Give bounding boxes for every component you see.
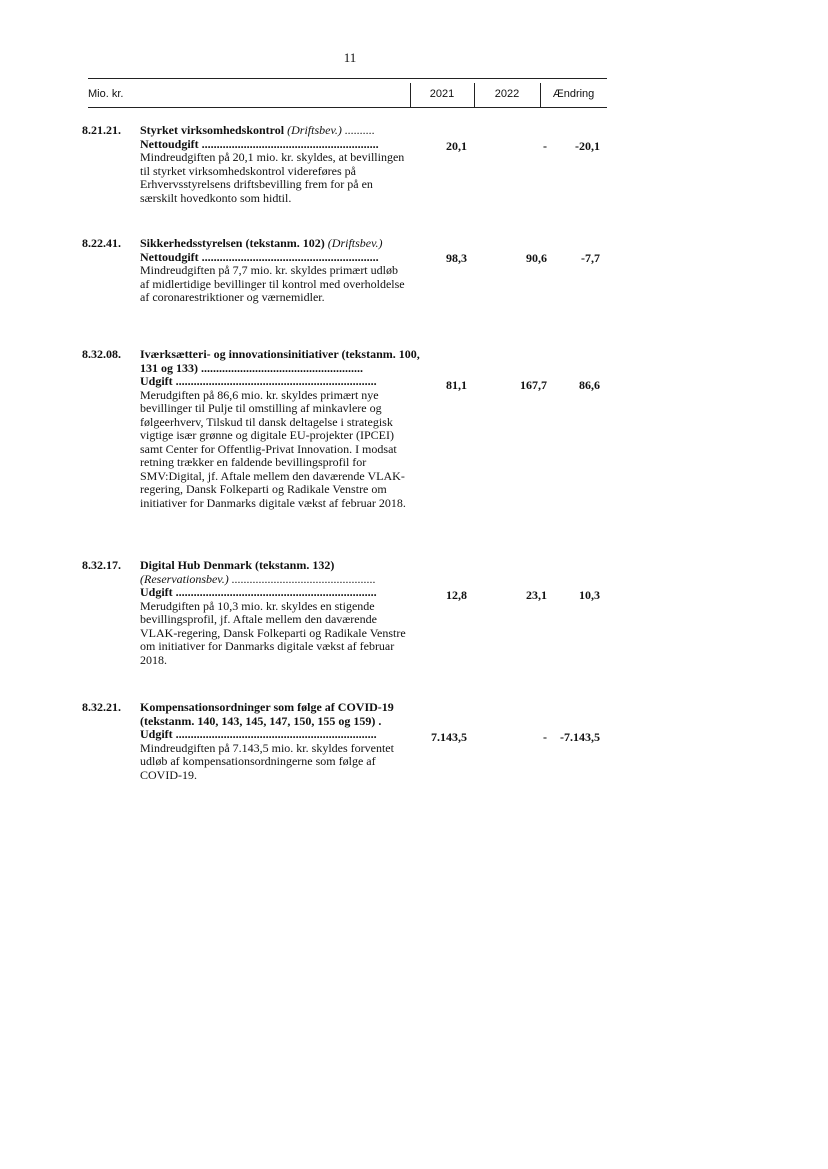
entry-title-italic: (Reservationsbev.) ................................................ [140, 571, 376, 586]
unit-label: Mio. kr. [88, 88, 124, 100]
value-change: 86,6 [579, 378, 600, 392]
value-2021: 12,8 [446, 588, 467, 602]
entry-text: Mindreudgiften på 20,1 mio. kr. skyldes, at bevillingen til styrket virksomhedskontrol videreføres på Erhvervsstyrelsens driftsbevilling frem for på en særskilt hovedkonto som hidtil. [140, 150, 405, 205]
entry-code: 8.32.08. [82, 347, 121, 361]
value-2021: 7.143,5 [431, 730, 467, 744]
column-2022: 2022 [494, 88, 520, 100]
entry-kind: Nettoudgift ........................................................... [140, 249, 379, 264]
entry-code: 8.21.21. [82, 123, 121, 137]
value-2022: - [543, 139, 547, 153]
value-change: -7,7 [581, 251, 600, 265]
value-2021: 98,3 [446, 251, 467, 265]
page-number: 11 [343, 50, 357, 65]
entry-kind: Udgift ................................................................... [140, 374, 377, 388]
entry-title: Digital Hub Denmark (tekstanm. 132) [140, 558, 335, 572]
entry-kind: Nettoudgift ........................................................... [140, 136, 379, 151]
table-header [88, 78, 607, 108]
entry-title: Sikkerhedsstyrelsen (tekstanm. 102) (Driftsbev.) [140, 236, 383, 250]
value-2022: 90,6 [526, 251, 547, 265]
value-2021: 81,1 [446, 378, 467, 392]
value-2022: 23,1 [526, 588, 547, 602]
entry-title: Iværksætteri- og innovationsinitiativer (tekstanm. 100, 131 og 133) ...................................................... [140, 347, 420, 375]
entry-text: Merudgiften på 10,3 mio. kr. skyldes en stigende bevillingsprofil, jf. Aftale mellem den daværende VLAK-regering, Dansk Folkeparti og Radikale Venstre om initiativer for Danmarks digitale vækst af februar 2018. [140, 598, 406, 667]
value-change: 10,3 [579, 588, 600, 602]
entry-text: Mindreudgiften på 7.143,5 mio. kr. skyldes forventet udløb af kompensationsordningerne som følge af COVID-19. [140, 740, 394, 782]
entry-code: 8.32.17. [82, 558, 121, 572]
value-2022: 167,7 [520, 378, 547, 392]
entry-code: 8.32.21. [82, 700, 121, 714]
value-change: -7.143,5 [560, 730, 600, 744]
entry-code: 8.22.41. [82, 236, 121, 250]
column-2021: 2021 [429, 88, 455, 100]
value-2022: - [543, 730, 547, 744]
entry-text: Merudgiften på 86,6 mio. kr. skyldes primært nye bevillinger til Pulje til omstilling af minkavlere og følgeerhverv, Tilskud til dansk deltagelse i strategisk vigtige især grønne og digitale EU-projekter (IPCEI) samt Center for Offentlig-Privat Innovation. I modsat retning trækker en faldende bevillingsprofil for SMV:Digital, jf. Aftale mellem den daværende VLAK-regering, Dansk Folkeparti og Radikale Venstre om initiativer for Danmarks digitale vækst af februar 2018. [140, 387, 406, 510]
value-change: -20,1 [575, 139, 600, 153]
entry-title: Styrket virksomhedskontrol (Driftsbev.) .......... [140, 123, 375, 137]
entry-text: Mindreudgiften på 7,7 mio. kr. skyldes primært udløb af midlertidige bevillinger til kontrol med overholdelse af coronarestriktioner og værnemidler. [140, 263, 405, 304]
entry-kind: Udgift ................................................................... [140, 727, 377, 741]
value-2021: 20,1 [446, 139, 467, 153]
entry-kind: Udgift ................................................................... [140, 585, 377, 599]
column-change: Ændring [552, 88, 595, 100]
entry-title: Kompensationsordninger som følge af COVID-19 (tekstanm. 140, 143, 145, 147, 150, 155 og 159) . [140, 700, 394, 728]
